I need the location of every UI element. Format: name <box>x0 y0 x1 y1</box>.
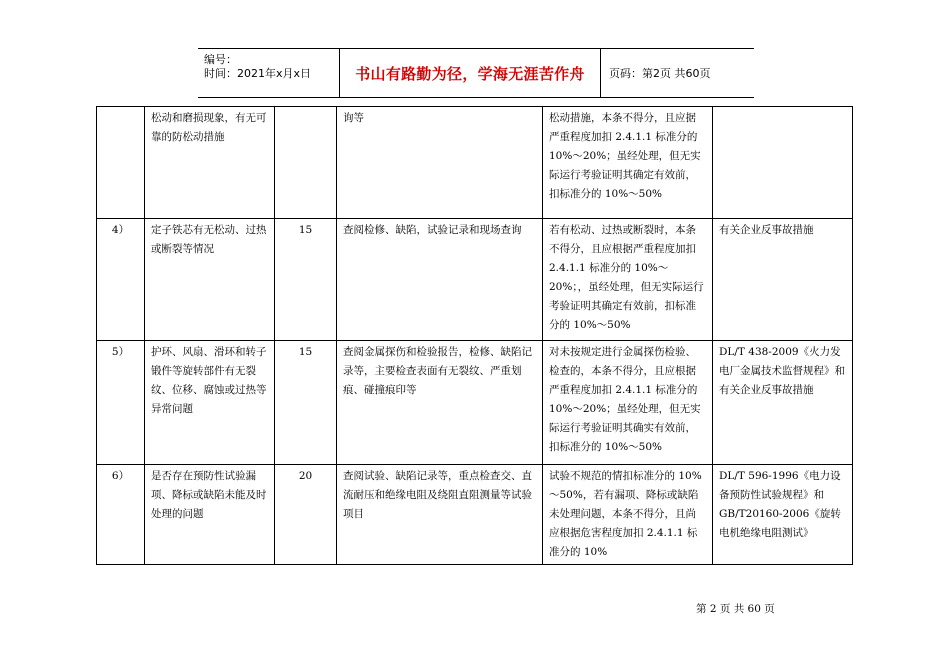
row-number: 5） <box>97 341 145 465</box>
scoring-rule: 若有松动、过热或断裂时，本条不得分，且应根据严重程度加扣 2.4.1.1 标准分的 10%～20%；，虽经处理，但无实际运行考验证明其确定有效前，扣标准分的 10%～50% <box>543 219 713 341</box>
footer-page-number: 第 2 页 共 60 页 <box>696 603 775 615</box>
standard-score <box>275 107 337 219</box>
header-number: 编号： <box>204 53 237 66</box>
table-row <box>97 219 853 341</box>
reference-basis: 有关企业反事故措施 <box>713 219 853 341</box>
header-meta <box>198 49 340 97</box>
check-item: 定子铁芯有无松动、过热或断裂等情况 <box>145 219 275 341</box>
page-header <box>198 48 754 98</box>
scoring-rule: 松动措施，本条不得分，且应据严重程度加扣 2.4.1.1 标准分的 10%～20%；虽经处理，但无实际运行考验证明其确定有效前，扣标准分的 10%～50% <box>543 107 713 219</box>
check-item: 护环、风扇、滑环和转子锻件等旋转部件有无裂纹、位移、腐蚀或过热等异常问题 <box>145 341 275 465</box>
check-item: 松动和磨损现象，有无可靠的防松动措施 <box>145 107 275 219</box>
check-item: 是否存在预防性试验漏项、降标或缺陷未能及时处理的问题 <box>145 465 275 565</box>
table-row <box>97 341 853 465</box>
reference-basis <box>713 107 853 219</box>
table-row <box>97 107 853 219</box>
scoring-rule: 试验不规范的情扣标准分的 10%～50%，若有漏项、降标或缺陷未处理问题，本条不得分，且尚应根据危害程度加扣 2.4.1.1 标准分的 10% <box>543 465 713 565</box>
header-time: 时间：2021年x月x日 <box>204 67 312 80</box>
reference-basis: DL/T 438-2009《火力发电厂金属技术监督规程》和有关企业反事故措施 <box>713 341 853 465</box>
check-method: 查阅试验、缺陷记录等，重点检查交、直流耐压和绝缘电阻及绕阻直阻测量等试验项目 <box>337 465 543 565</box>
row-number: 6） <box>97 465 145 565</box>
inspection-table <box>96 106 853 565</box>
check-method: 查阅金属探伤和检验报告，检修、缺陷记录等，主要检查表面有无裂纹、严重划痕、碰撞痕印等 <box>337 341 543 465</box>
scoring-rule: 对未按规定进行金属探伤检验、检查的，本条不得分，且应根据严重程度加扣 2.4.1.1 标准分的 10%～20%；虽经处理，但无实际运行考验证明其确实有效前，扣标准分的 10%～50% <box>543 341 713 465</box>
standard-score: 15 <box>275 341 337 465</box>
header-page: 页码：第2页 共60页 <box>609 67 711 80</box>
standard-score: 20 <box>275 465 337 565</box>
check-method: 询等 <box>337 107 543 219</box>
table-row <box>97 465 853 565</box>
reference-basis: DL/T 596-1996《电力设备预防性试验规程》和 GB/T20160-2006《旋转电机绝缘电阻测试》 <box>713 465 853 565</box>
check-method: 查阅检修、缺陷，试验记录和现场查询 <box>337 219 543 341</box>
header-motto: 书山有路勤为径，学海无涯苦作舟 <box>340 49 601 97</box>
row-number: 4） <box>97 219 145 341</box>
standard-score: 15 <box>275 219 337 341</box>
row-number <box>97 107 145 219</box>
